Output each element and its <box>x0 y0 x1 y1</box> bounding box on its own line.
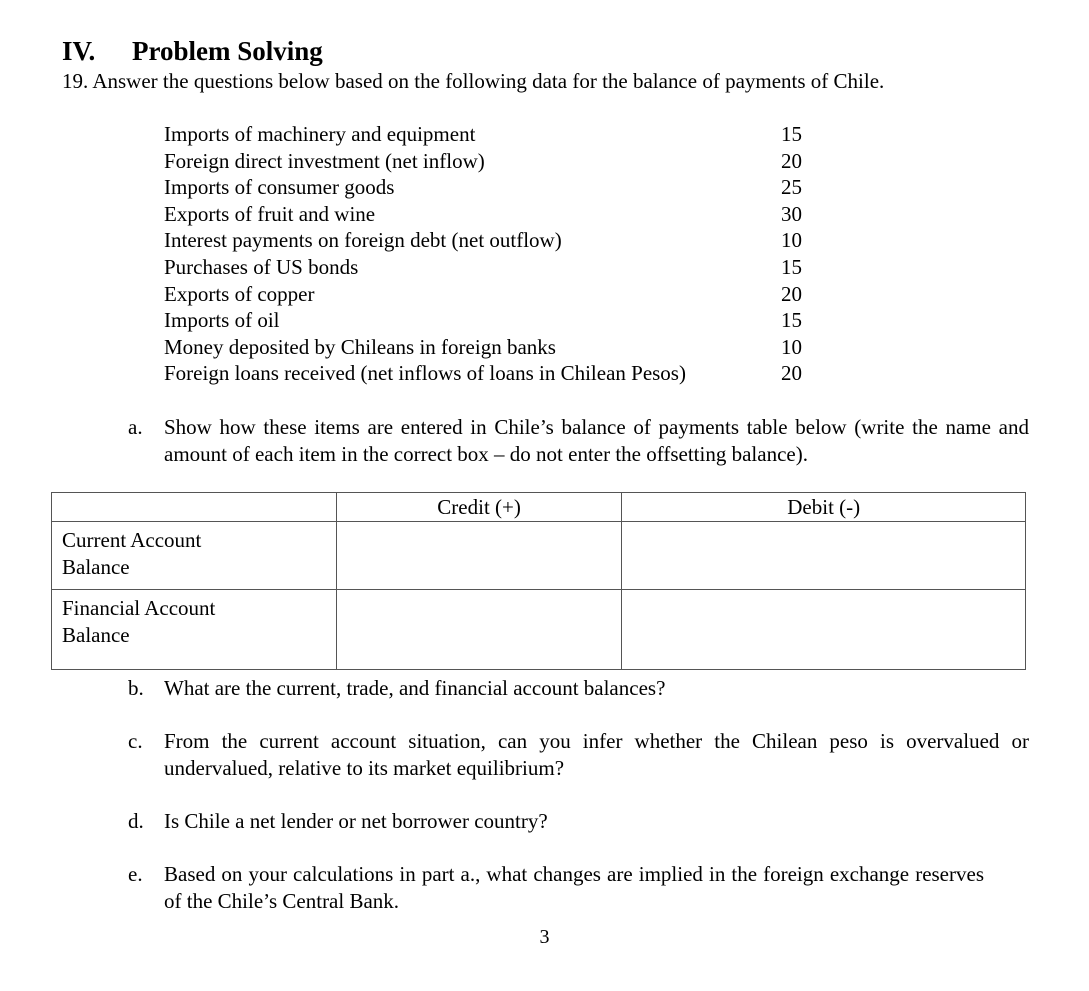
item-value: 20 <box>781 148 802 173</box>
part-d <box>128 808 1033 836</box>
part-e-text: Based on your calculations in part a., what changes are implied in the foreign exchange reserves of the Chile’s Central Bank. <box>164 862 984 913</box>
list-item <box>164 334 804 361</box>
part-b-text: What are the current, trade, and financial account balances? <box>164 676 666 700</box>
item-label: Exports of copper <box>164 281 315 306</box>
list-item <box>164 121 804 148</box>
list-item <box>164 254 804 281</box>
row-label-line: Balance <box>62 555 130 579</box>
row-label-line: Financial Account <box>62 596 216 620</box>
part-c <box>128 728 1033 784</box>
header-debit: Debit (-) <box>622 493 1026 522</box>
header-blank <box>52 493 337 522</box>
item-value: 15 <box>781 122 802 146</box>
balance-of-payments-table <box>51 492 1026 670</box>
item-value: 20 <box>781 281 802 306</box>
item-label: Money deposited by Chileans in foreign banks <box>164 334 556 359</box>
question-19: 19. Answer the questions below based on the following data for the balance of payments of Chile. <box>62 69 885 93</box>
section-number: IV. <box>62 36 96 66</box>
part-e <box>128 861 1033 917</box>
item-value: 30 <box>781 201 802 226</box>
item-label: Foreign loans received (net inflows of loans in Chilean Pesos) <box>164 361 686 386</box>
item-label: Imports of oil <box>164 308 280 333</box>
list-item <box>164 227 804 254</box>
row-label-current-account <box>52 522 337 590</box>
part-c-text: From the current account situation, can you infer whether the Chilean peso is overvalued or undervalued, relative to its market equilibrium? <box>164 729 1029 780</box>
row-label-financial-account <box>52 590 337 670</box>
item-value: 10 <box>781 334 802 359</box>
part-a <box>128 414 1033 470</box>
item-label: Imports of consumer goods <box>164 175 395 200</box>
item-value: 10 <box>781 228 802 253</box>
list-item <box>164 148 804 175</box>
list-item <box>164 201 804 228</box>
cell-current-debit[interactable] <box>622 522 1026 590</box>
page-number: 3 <box>539 926 550 948</box>
table-row-current-account <box>52 522 1026 590</box>
item-value: 25 <box>781 175 802 200</box>
row-label-line: Balance <box>62 623 130 647</box>
part-a-text: Show how these items are entered in Chile’s balance of payments table below (write the name and amount of each item in the correct box – do not enter the offsetting balance). <box>164 415 1029 466</box>
part-e-letter: e. <box>128 862 143 886</box>
part-b-letter: b. <box>128 676 144 700</box>
list-item <box>164 281 804 308</box>
item-label: Foreign direct investment (net inflow) <box>164 148 485 173</box>
item-value: 15 <box>781 254 802 279</box>
row-label-line: Current Account <box>62 528 202 552</box>
list-item <box>164 307 804 334</box>
data-list <box>164 121 804 387</box>
table-row-financial-account <box>52 590 1026 670</box>
item-label: Purchases of US bonds <box>164 254 359 279</box>
table-header-row <box>52 493 1026 522</box>
part-c-letter: c. <box>128 729 143 753</box>
item-value: 15 <box>781 308 802 333</box>
item-value: 20 <box>781 361 802 386</box>
cell-financial-credit[interactable] <box>336 590 622 670</box>
list-item <box>164 360 804 387</box>
cell-current-credit[interactable] <box>336 522 622 590</box>
list-item <box>164 174 804 201</box>
section-title: Problem Solving <box>132 36 323 66</box>
header-credit: Credit (+) <box>336 493 622 522</box>
cell-financial-debit[interactable] <box>622 590 1026 670</box>
part-a-letter: a. <box>128 415 143 439</box>
part-d-text: Is Chile a net lender or net borrower country? <box>164 809 548 833</box>
section-heading <box>62 34 323 68</box>
item-label: Exports of fruit and wine <box>164 201 376 226</box>
item-label: Interest payments on foreign debt (net outflow) <box>164 228 562 253</box>
part-d-letter: d. <box>128 809 144 833</box>
item-label: Imports of machinery and equipment <box>164 122 476 146</box>
part-b <box>128 675 1033 703</box>
